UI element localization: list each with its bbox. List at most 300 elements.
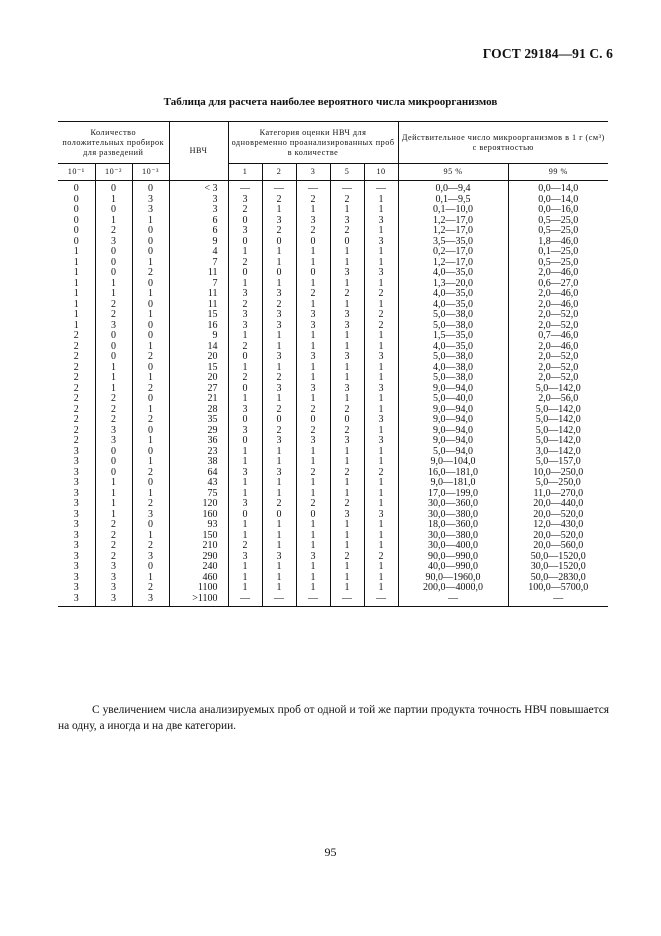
table-cell: 0 bbox=[296, 268, 330, 279]
table-cell: 1 bbox=[364, 342, 398, 353]
table-cell: 0 bbox=[262, 268, 296, 279]
table-cell: 3 bbox=[58, 562, 95, 573]
table-cell: 0,1—10,0 bbox=[398, 205, 508, 216]
table-cell: 2 bbox=[95, 405, 132, 416]
table-cell: 0 bbox=[296, 510, 330, 521]
table-cell: 1 bbox=[228, 489, 262, 500]
table-cell: 240 bbox=[169, 562, 228, 573]
table-row bbox=[58, 510, 608, 521]
table-cell: 1 bbox=[262, 363, 296, 374]
table-cell: 1 bbox=[262, 583, 296, 594]
table-cell: 1 bbox=[330, 300, 364, 311]
table-cell: 7 bbox=[169, 279, 228, 290]
table-cell: 3 bbox=[296, 310, 330, 321]
table-cell: 5,0—142,0 bbox=[508, 426, 608, 437]
table-cell: 2,0—46,0 bbox=[508, 342, 608, 353]
table-cell: 1 bbox=[296, 562, 330, 573]
table-row bbox=[58, 468, 608, 479]
table-cell: 1 bbox=[364, 426, 398, 437]
table-row bbox=[58, 478, 608, 489]
table-cell: 1 bbox=[296, 331, 330, 342]
subheader-category: 5 bbox=[330, 164, 364, 181]
table-cell: 1 bbox=[228, 331, 262, 342]
table-row bbox=[58, 489, 608, 500]
table-cell: 0,1—9,5 bbox=[398, 195, 508, 206]
table-cell: 1 bbox=[296, 373, 330, 384]
table-cell: 3 bbox=[132, 195, 169, 206]
subheader-category: 1 bbox=[228, 164, 262, 181]
table-cell: 1 bbox=[296, 457, 330, 468]
table-row bbox=[58, 384, 608, 395]
table-cell: 1 bbox=[296, 489, 330, 500]
table-cell: 3 bbox=[58, 552, 95, 563]
table-cell: 1 bbox=[132, 216, 169, 227]
table-cell: 3 bbox=[364, 510, 398, 521]
table-cell: 1 bbox=[330, 541, 364, 552]
table-row bbox=[58, 552, 608, 563]
table-row bbox=[58, 237, 608, 248]
table-cell: 3 bbox=[58, 447, 95, 458]
table-cell: 1 bbox=[364, 394, 398, 405]
table-cell: 1 bbox=[95, 489, 132, 500]
subheader-dilution: 10⁻³ bbox=[132, 164, 169, 181]
table-cell: 3 bbox=[58, 489, 95, 500]
table-cell: 2,0—52,0 bbox=[508, 373, 608, 384]
table-cell: 1 bbox=[262, 279, 296, 290]
table-cell: 1 bbox=[364, 541, 398, 552]
table-cell: 1 bbox=[364, 363, 398, 374]
table-cell: 3 bbox=[330, 310, 364, 321]
table-cell: 1 bbox=[58, 247, 95, 258]
table-cell: 0,5—25,0 bbox=[508, 226, 608, 237]
table-cell: 1 bbox=[364, 520, 398, 531]
table-cell: 1 bbox=[364, 583, 398, 594]
table-cell: 3 bbox=[262, 216, 296, 227]
table-cell: 5,0—38,0 bbox=[398, 310, 508, 321]
table-cell: 0 bbox=[132, 478, 169, 489]
table-cell: 0 bbox=[132, 181, 169, 195]
table-cell: 2 bbox=[95, 310, 132, 321]
header-positive-tubes: Количество положительных пробирок для разведений bbox=[58, 122, 169, 164]
table-row bbox=[58, 321, 608, 332]
table-cell: 1 bbox=[330, 279, 364, 290]
table-row bbox=[58, 394, 608, 405]
table-cell: 1 bbox=[132, 531, 169, 542]
subheader-probability: 95 % bbox=[398, 164, 508, 181]
table-cell: 0 bbox=[296, 237, 330, 248]
table-cell: 2 bbox=[58, 415, 95, 426]
table-cell: < 3 bbox=[169, 181, 228, 195]
table-cell: 9 bbox=[169, 331, 228, 342]
table-cell: 0 bbox=[132, 562, 169, 573]
table-cell: 3 bbox=[364, 237, 398, 248]
table-cell: 1 bbox=[228, 531, 262, 542]
table-cell: 2 bbox=[296, 405, 330, 416]
table-row bbox=[58, 195, 608, 206]
table-cell: 21 bbox=[169, 394, 228, 405]
table-cell: 1 bbox=[330, 331, 364, 342]
table-cell: 3 bbox=[296, 552, 330, 563]
table-cell: 1 bbox=[364, 447, 398, 458]
table-cell: 1 bbox=[228, 247, 262, 258]
table-cell: 5,0—38,0 bbox=[398, 373, 508, 384]
table-cell: 1 bbox=[58, 268, 95, 279]
table-row bbox=[58, 373, 608, 384]
table-cell: 1 bbox=[296, 247, 330, 258]
table-cell: 1 bbox=[296, 520, 330, 531]
table-cell: 3 bbox=[296, 436, 330, 447]
table-cell: 90,0—1960,0 bbox=[398, 573, 508, 584]
table-cell: 2,0—46,0 bbox=[508, 268, 608, 279]
table-cell: 3 bbox=[58, 594, 95, 607]
table-cell: 11 bbox=[169, 268, 228, 279]
table-cell: 2 bbox=[330, 499, 364, 510]
table-cell: 3 bbox=[95, 594, 132, 607]
table-cell: 20 bbox=[169, 352, 228, 363]
table-cell: 29 bbox=[169, 426, 228, 437]
table-cell: 7 bbox=[169, 258, 228, 269]
table-cell: 1 bbox=[330, 373, 364, 384]
table-cell: 9,0—94,0 bbox=[398, 415, 508, 426]
header-nvch: НВЧ bbox=[169, 122, 228, 181]
table-cell: 3 bbox=[262, 552, 296, 563]
table-cell: 15 bbox=[169, 310, 228, 321]
table-cell: 2 bbox=[262, 499, 296, 510]
table-cell: 1 bbox=[262, 331, 296, 342]
table-cell: 1 bbox=[58, 300, 95, 311]
table-row bbox=[58, 499, 608, 510]
table-cell: 2 bbox=[228, 258, 262, 269]
table-cell: 2 bbox=[58, 384, 95, 395]
subheader-dilution: 10⁻¹ bbox=[58, 164, 95, 181]
table-cell: 1 bbox=[58, 289, 95, 300]
table-cell: 2 bbox=[364, 310, 398, 321]
table-cell: 210 bbox=[169, 541, 228, 552]
table-cell: 11,0—270,0 bbox=[508, 489, 608, 500]
note-paragraph: С увеличением числа анализируемых проб от одной и той же партии продукта точность НВЧ повышается на одну, а иногда и на две категории. bbox=[58, 704, 609, 733]
table-title: Таблица для расчета наиболее вероятного числа микроорганизмов bbox=[163, 96, 498, 108]
table-cell: 5,0—157,0 bbox=[508, 457, 608, 468]
table-cell: 0 bbox=[228, 384, 262, 395]
table-cell: 1 bbox=[330, 363, 364, 374]
table-cell: — bbox=[330, 594, 364, 607]
table-cell: 2 bbox=[296, 426, 330, 437]
table-cell: 1 bbox=[364, 489, 398, 500]
table-cell: 1 bbox=[330, 531, 364, 542]
table-cell: 1 bbox=[364, 531, 398, 542]
table-cell: 20,0—560,0 bbox=[508, 541, 608, 552]
table-cell: 1 bbox=[330, 457, 364, 468]
table-cell: 0 bbox=[95, 258, 132, 269]
table-row bbox=[58, 436, 608, 447]
table-cell: 28 bbox=[169, 405, 228, 416]
table-cell: 3 bbox=[364, 352, 398, 363]
table-cell: 1 bbox=[296, 342, 330, 353]
table-cell: 1 bbox=[132, 289, 169, 300]
table-cell: 0,1—25,0 bbox=[508, 247, 608, 258]
table-cell: 1 bbox=[330, 573, 364, 584]
table-cell: 0 bbox=[58, 216, 95, 227]
table-cell: 9,0—94,0 bbox=[398, 384, 508, 395]
table-cell: 2 bbox=[95, 531, 132, 542]
table-cell: 3 bbox=[330, 216, 364, 227]
table-cell: 1 bbox=[364, 331, 398, 342]
table-cell: 0 bbox=[132, 300, 169, 311]
table-cell: 3,0—142,0 bbox=[508, 447, 608, 458]
table-cell: 9,0—94,0 bbox=[398, 405, 508, 416]
table-cell: 1 bbox=[132, 342, 169, 353]
table-cell: 1 bbox=[228, 279, 262, 290]
table-cell: 4 bbox=[169, 247, 228, 258]
table-cell: 3 bbox=[228, 310, 262, 321]
table-cell: 3 bbox=[296, 352, 330, 363]
table-cell: 1 bbox=[132, 436, 169, 447]
table-cell: 2 bbox=[228, 300, 262, 311]
table-cell: 4,0—35,0 bbox=[398, 268, 508, 279]
table-cell: 1 bbox=[262, 205, 296, 216]
mpn-table bbox=[58, 121, 608, 607]
table-cell: 1,2—17,0 bbox=[398, 226, 508, 237]
table-row bbox=[58, 594, 608, 607]
table-cell: 3 bbox=[95, 573, 132, 584]
table-cell: 160 bbox=[169, 510, 228, 521]
table-cell: 1 bbox=[95, 384, 132, 395]
table-cell: 3 bbox=[58, 573, 95, 584]
table-cell: 2 bbox=[58, 373, 95, 384]
table-cell: 2 bbox=[228, 373, 262, 384]
table-cell: 2 bbox=[58, 436, 95, 447]
table-cell: — bbox=[262, 181, 296, 195]
table-cell: 90,0—990,0 bbox=[398, 552, 508, 563]
table-cell: 1 bbox=[364, 205, 398, 216]
table-row bbox=[58, 426, 608, 437]
table-cell: 3 bbox=[95, 237, 132, 248]
table-cell: 2 bbox=[58, 342, 95, 353]
table-cell: 2 bbox=[330, 468, 364, 479]
table-cell: 1 bbox=[296, 447, 330, 458]
table-cell: 3 bbox=[262, 321, 296, 332]
table-cell: 2 bbox=[95, 415, 132, 426]
table-cell: 1 bbox=[296, 205, 330, 216]
table-cell: 1 bbox=[330, 478, 364, 489]
table-cell: 2 bbox=[228, 205, 262, 216]
table-cell: 3 bbox=[330, 436, 364, 447]
table-row bbox=[58, 415, 608, 426]
table-cell: 2 bbox=[58, 352, 95, 363]
table-cell: 2 bbox=[330, 426, 364, 437]
table-cell: 1 bbox=[262, 520, 296, 531]
table-cell: 3 bbox=[296, 384, 330, 395]
table-cell: 1 bbox=[228, 583, 262, 594]
table-cell: 4,0—35,0 bbox=[398, 342, 508, 353]
table-cell: 2 bbox=[95, 520, 132, 531]
table-cell: 0 bbox=[228, 237, 262, 248]
table-cell: 2 bbox=[132, 352, 169, 363]
table-cell: 2 bbox=[330, 289, 364, 300]
table-cell: 3 bbox=[262, 384, 296, 395]
table-cell: 0 bbox=[58, 205, 95, 216]
table-cell: 1 bbox=[296, 279, 330, 290]
table-cell: 1 bbox=[132, 457, 169, 468]
table-cell: 1 bbox=[228, 573, 262, 584]
table-cell: 3 bbox=[58, 457, 95, 468]
subheader-probability: 99 % bbox=[508, 164, 608, 181]
table-cell: 5,0—142,0 bbox=[508, 436, 608, 447]
table-cell: 6 bbox=[169, 216, 228, 227]
table-cell: 1 bbox=[58, 321, 95, 332]
table-cell: 3 bbox=[228, 195, 262, 206]
table-cell: 2 bbox=[95, 394, 132, 405]
table-cell: 1100 bbox=[169, 583, 228, 594]
table-cell: 2 bbox=[296, 289, 330, 300]
table-cell: 9 bbox=[169, 237, 228, 248]
table-cell: 1 bbox=[262, 541, 296, 552]
table-cell: 1 bbox=[364, 562, 398, 573]
table-cell: 93 bbox=[169, 520, 228, 531]
table-cell: 2 bbox=[58, 363, 95, 374]
table-cell: 1 bbox=[228, 394, 262, 405]
table-row bbox=[58, 205, 608, 216]
table-cell: 1 bbox=[262, 258, 296, 269]
table-cell: — bbox=[262, 594, 296, 607]
table-cell: 2 bbox=[132, 583, 169, 594]
table-cell: 1 bbox=[58, 279, 95, 290]
table-cell: 0 bbox=[58, 226, 95, 237]
table-row bbox=[58, 520, 608, 531]
table-cell: 0 bbox=[330, 237, 364, 248]
table-cell: 9,0—104,0 bbox=[398, 457, 508, 468]
table-cell: 0,2—17,0 bbox=[398, 247, 508, 258]
table-cell: 3 bbox=[228, 321, 262, 332]
table-cell: 5,0—94,0 bbox=[398, 447, 508, 458]
table-cell: 3 bbox=[169, 205, 228, 216]
table-cell: 3 bbox=[95, 562, 132, 573]
table-cell: 5,0—40,0 bbox=[398, 394, 508, 405]
table-cell: 6 bbox=[169, 226, 228, 237]
table-row bbox=[58, 226, 608, 237]
table-cell: 3 bbox=[58, 499, 95, 510]
table-row bbox=[58, 541, 608, 552]
table-cell: 1 bbox=[262, 478, 296, 489]
table-cell: 2 bbox=[262, 300, 296, 311]
table-cell: 0 bbox=[132, 331, 169, 342]
table-cell: 100,0—5700,0 bbox=[508, 583, 608, 594]
table-cell: — bbox=[398, 594, 508, 607]
table-cell: 290 bbox=[169, 552, 228, 563]
table-cell: >1100 bbox=[169, 594, 228, 607]
table-cell: 9,0—94,0 bbox=[398, 436, 508, 447]
table-cell: 1 bbox=[364, 373, 398, 384]
table-cell: 3 bbox=[262, 468, 296, 479]
table-cell: 0 bbox=[95, 181, 132, 195]
table-cell: 1 bbox=[330, 258, 364, 269]
table-cell: 3 bbox=[296, 216, 330, 227]
table-cell: 2,0—52,0 bbox=[508, 310, 608, 321]
table-cell: 1 bbox=[95, 289, 132, 300]
table-cell: 3 bbox=[95, 321, 132, 332]
table-cell: 2 bbox=[58, 331, 95, 342]
table-cell: 3 bbox=[58, 520, 95, 531]
table-cell: 2 bbox=[330, 405, 364, 416]
table-cell: 2 bbox=[132, 415, 169, 426]
table-cell: 0,6—27,0 bbox=[508, 279, 608, 290]
table-cell: 11 bbox=[169, 289, 228, 300]
table-cell: 1,2—17,0 bbox=[398, 216, 508, 227]
table-cell: 1 bbox=[262, 562, 296, 573]
table-cell: 2 bbox=[132, 468, 169, 479]
table-cell: 9,0—181,0 bbox=[398, 478, 508, 489]
table-cell: 1 bbox=[330, 520, 364, 531]
table-cell: 0 bbox=[132, 447, 169, 458]
table-cell: 0 bbox=[95, 457, 132, 468]
table-cell: 1 bbox=[364, 279, 398, 290]
table-cell: 2 bbox=[330, 552, 364, 563]
table-cell: 1 bbox=[132, 258, 169, 269]
table-cell: 1 bbox=[296, 573, 330, 584]
table-cell: 3 bbox=[58, 478, 95, 489]
table-cell: 2 bbox=[364, 289, 398, 300]
table-cell: 200,0—4000,0 bbox=[398, 583, 508, 594]
table-cell: 150 bbox=[169, 531, 228, 542]
table-cell: 1 bbox=[228, 447, 262, 458]
table-cell: 2 bbox=[58, 405, 95, 416]
table-cell: 0 bbox=[132, 394, 169, 405]
table-cell: 20,0—520,0 bbox=[508, 531, 608, 542]
table-cell: 2 bbox=[262, 226, 296, 237]
table-cell: 1 bbox=[262, 247, 296, 258]
table-cell: 1 bbox=[330, 562, 364, 573]
table-cell: 3 bbox=[262, 436, 296, 447]
table-cell: 2 bbox=[364, 552, 398, 563]
table-cell: 1 bbox=[296, 300, 330, 311]
table-row bbox=[58, 300, 608, 311]
table-cell: 3 bbox=[228, 426, 262, 437]
table-cell: 1 bbox=[228, 478, 262, 489]
table-cell: — bbox=[330, 181, 364, 195]
table-cell: 1 bbox=[364, 300, 398, 311]
table-cell: 1 bbox=[364, 573, 398, 584]
table-cell: 2 bbox=[132, 384, 169, 395]
table-cell: 0 bbox=[132, 237, 169, 248]
table-cell: 18,0—360,0 bbox=[398, 520, 508, 531]
table-cell: 2 bbox=[132, 541, 169, 552]
table-cell: 2 bbox=[262, 405, 296, 416]
table-cell: 2 bbox=[58, 394, 95, 405]
table-cell: 3 bbox=[132, 594, 169, 607]
table-cell: 3 bbox=[58, 468, 95, 479]
table-cell: 2 bbox=[95, 300, 132, 311]
table-cell: 9,0—94,0 bbox=[398, 426, 508, 437]
table-cell: 0 bbox=[95, 342, 132, 353]
table-cell: 1 bbox=[330, 394, 364, 405]
table-cell: 30,0—400,0 bbox=[398, 541, 508, 552]
table-cell: 2 bbox=[296, 468, 330, 479]
table-cell: 5,0—250,0 bbox=[508, 478, 608, 489]
table-cell: 3 bbox=[364, 384, 398, 395]
table-cell: 2 bbox=[364, 321, 398, 332]
table-cell: 15 bbox=[169, 363, 228, 374]
table-cell: 3 bbox=[330, 510, 364, 521]
table-cell: 4,0—35,0 bbox=[398, 300, 508, 311]
table-cell: 1 bbox=[330, 447, 364, 458]
header-actual-count: Действительное число микроорганизмов в 1 г (см³) с вероятностью bbox=[398, 122, 608, 164]
table-cell: 1 bbox=[132, 405, 169, 416]
table-cell: 3 bbox=[330, 268, 364, 279]
table-cell: 1 bbox=[296, 258, 330, 269]
table-cell: 1 bbox=[262, 531, 296, 542]
table-cell: 1 bbox=[95, 499, 132, 510]
table-cell: 38 bbox=[169, 457, 228, 468]
